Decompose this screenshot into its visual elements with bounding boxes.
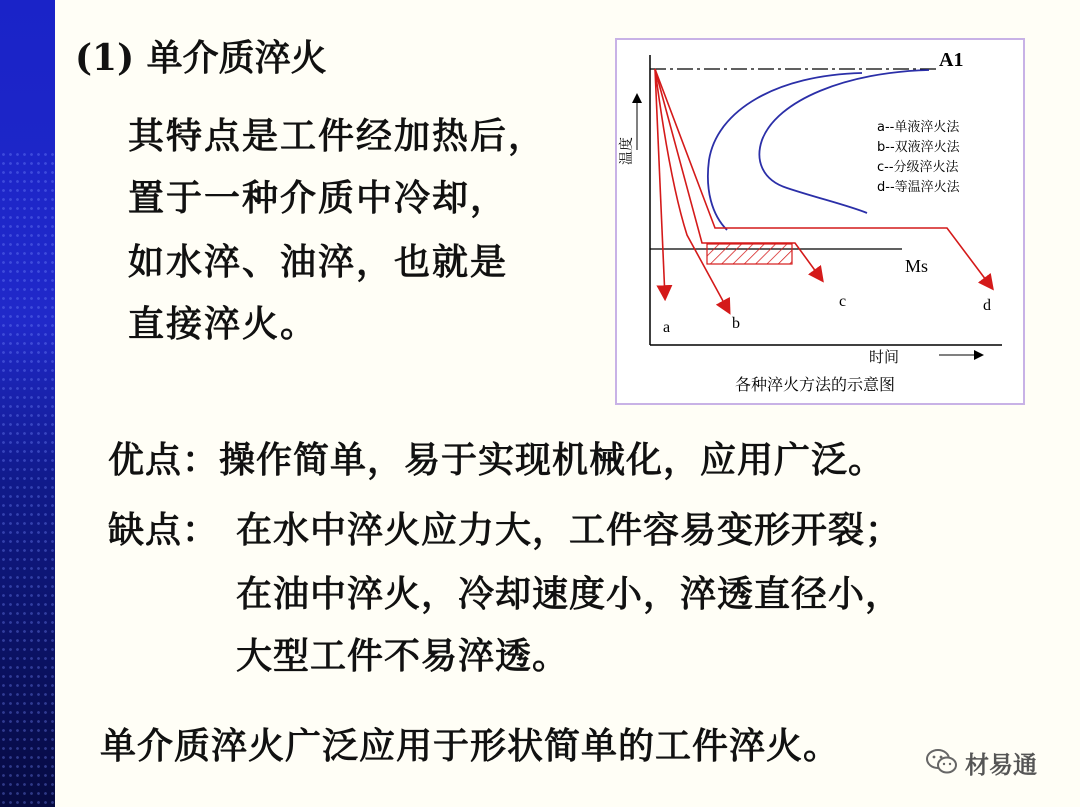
a1-label: A1 [939,49,964,71]
cons-label: 缺点： [108,509,220,551]
c-curve-start [708,73,862,230]
legend-b: b--双液淬火法 [877,140,960,155]
y-axis-label: 温度 [619,137,635,165]
cons-line-3: 大型工件不易淬透。 [236,635,570,677]
feature-line-1: 其特点是工件经加热后， [128,115,547,157]
watermark [925,742,1037,782]
feature-line-2: 置于一种介质中冷却， [128,177,509,219]
label-a: a [663,319,671,336]
cons-line-1: 在水中淬火应力大，工件容易变形开裂； [236,509,903,551]
left-bar-dot-pattern [0,150,55,807]
legend-a: a--单液淬火法 [877,120,960,135]
wechat-icon [925,747,959,777]
feature-line-3: 如水淬、油淬，也就是 [128,241,509,283]
cons-line-2: 在油中淬火，冷却速度小，淬透直径小， [236,573,903,615]
label-b: b [732,315,740,332]
curve-d [655,69,992,288]
ms-label: Ms [905,256,929,276]
section-title: (1) 单介质淬火 [75,37,327,79]
x-axis-label: 时间 [869,348,900,366]
pros-text: 优点：操作简单，易于实现机械化，应用广泛。 [108,439,886,481]
hatched-isothermal-region [707,244,792,264]
label-d: d [983,297,991,314]
summary-text: 单介质淬火广泛应用于形状简单的工件淬火。 [100,725,841,767]
feature-line-4: 直接淬火。 [128,303,319,345]
quenching-methods-diagram [615,38,1025,405]
legend-d: d--等温淬火法 [877,180,960,195]
diagram-svg [617,40,1023,403]
left-decorative-bar [0,0,55,807]
watermark-text: 材易通 [965,750,1037,779]
label-c: c [839,293,847,310]
diagram-caption: 各种淬火方法的示意图 [735,375,896,394]
curve-b [655,69,729,312]
legend-c: c--分级淬火法 [877,160,959,175]
